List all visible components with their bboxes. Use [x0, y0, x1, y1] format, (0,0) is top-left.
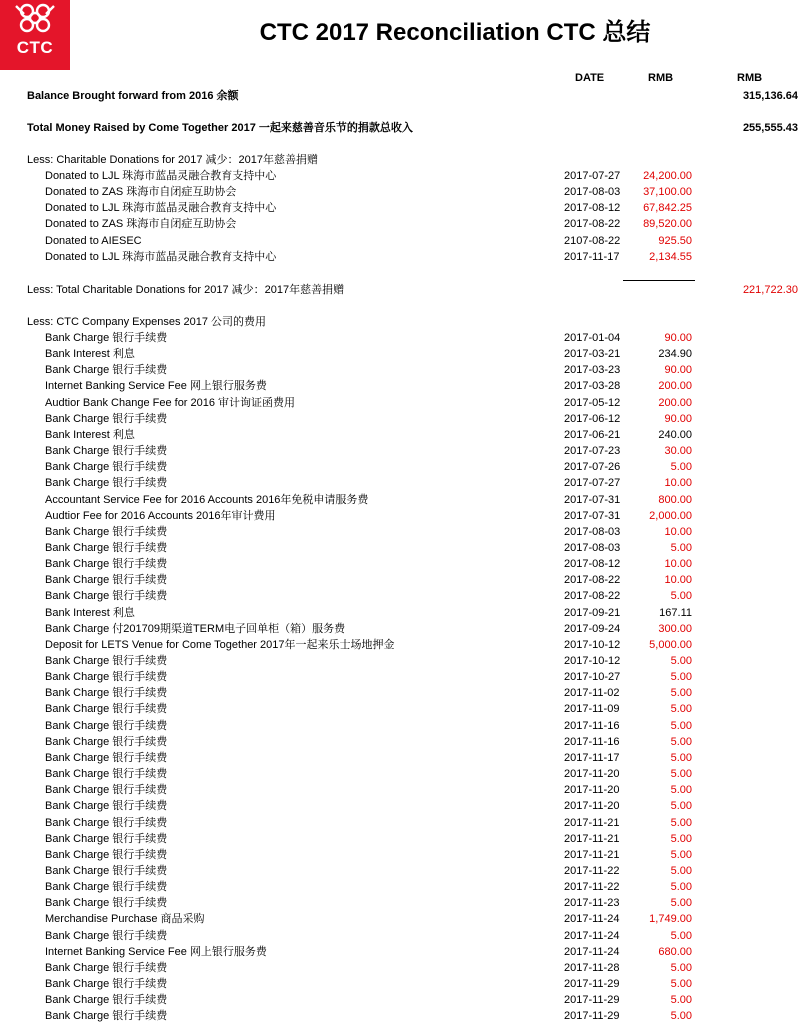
- expense-description: Bank Charge 银行手续费: [45, 735, 168, 748]
- expense-description: Accountant Service Fee for 2016 Accounts 2016年免税申请服务费: [45, 493, 369, 506]
- expense-description: Bank Charge 银行手续费: [45, 800, 168, 813]
- expense-date: 2017-08-12: [564, 558, 621, 571]
- expense-amount: 5.00: [670, 897, 692, 910]
- expense-amount: 10.00: [664, 558, 692, 571]
- expense-description: Bank Charge 银行手续费: [45, 719, 168, 732]
- expense-row: [0, 992, 800, 1008]
- expense-amount: 5.00: [670, 961, 692, 974]
- expense-amount: 10.00: [664, 525, 692, 538]
- expense-date: 2017-11-02: [564, 687, 620, 700]
- expense-date: 2017-07-31: [564, 493, 621, 506]
- expense-row: [0, 508, 800, 524]
- expense-date: 2017-11-22: [564, 881, 620, 894]
- expense-date: 2017-11-20: [564, 768, 620, 781]
- expense-description: Deposit for LETS Venue for Come Together 2017年一起来乐士场地押金: [45, 638, 395, 651]
- expense-description: Bank Charge 银行手续费: [45, 461, 168, 474]
- expense-row: [0, 782, 800, 798]
- expense-description: Bank Charge 银行手续费: [45, 994, 168, 1007]
- expense-description: Bank Charge 银行手续费: [45, 541, 168, 554]
- expense-row: [0, 378, 800, 394]
- donations-heading: Less: Charitable Donations for 2017 减少：2017年慈善捐赠: [27, 154, 319, 166]
- expense-date: 2017-03-23: [564, 364, 621, 377]
- expense-date: 2017-10-12: [564, 655, 621, 667]
- expense-amount: 300.00: [658, 622, 692, 635]
- expense-description: Bank Charge 银行手续费: [45, 558, 168, 571]
- donation-row: [0, 249, 800, 265]
- expense-amount: 5.00: [670, 929, 692, 942]
- balance-label: Balance Brought forward from 2016 余额: [27, 90, 239, 102]
- expense-description: Bank Charge 银行手续费: [45, 864, 168, 877]
- donation-amount: 24,200.00: [643, 170, 692, 182]
- expense-description: Internet Banking Service Fee 网上银行服务费: [45, 380, 267, 393]
- expense-row: [0, 944, 800, 960]
- expense-row: [0, 395, 800, 411]
- expense-date: 2017-11-28: [564, 961, 620, 974]
- expense-description: Bank Charge 银行手续费: [45, 574, 168, 587]
- expense-row: [0, 928, 800, 944]
- expense-date: 2017-08-03: [564, 541, 621, 554]
- expense-date: 2017-06-12: [564, 412, 621, 425]
- expense-amount: 680.00: [658, 945, 692, 958]
- expense-description: Bank Charge 付201709期渠道TERM电子回单柜（箱）服务费: [45, 622, 346, 635]
- expense-amount: 2,000.00: [649, 509, 692, 522]
- expense-amount: 90.00: [664, 332, 692, 344]
- donations-total-amount: 221,722.30: [742, 284, 798, 296]
- expense-date: 2017-11-09: [564, 703, 620, 716]
- expense-row: [0, 701, 800, 717]
- expense-description: Bank Charge 银行手续费: [45, 751, 168, 764]
- expense-description: Bank Interest 利息: [45, 606, 135, 619]
- rmb-total-column-header: RMB: [737, 72, 763, 84]
- expense-row: [0, 895, 800, 911]
- donation-description: Donated to LJL 珠海市蓝晶灵融合教育支持中心: [45, 170, 277, 182]
- expense-description: Bank Charge 银行手续费: [45, 784, 168, 797]
- expense-row: [0, 831, 800, 847]
- expense-description: Bank Charge 银行手续费: [45, 816, 168, 829]
- expense-amount: 5.00: [670, 671, 692, 684]
- donations-total-label: Less: Total Charitable Donations for 2017 减少：2017年慈善捐赠: [27, 284, 345, 296]
- expense-row: [0, 798, 800, 814]
- logo-text: CTC: [16, 38, 54, 57]
- expense-row: [0, 669, 800, 685]
- donation-row: [0, 184, 800, 200]
- expense-date: 2017-08-03: [564, 525, 621, 538]
- expense-description: Merchandise Purchase 商品采购: [45, 913, 205, 926]
- expense-row: [0, 863, 800, 879]
- expense-date: 2017-11-16: [564, 735, 620, 748]
- expense-amount: 5.00: [670, 590, 692, 603]
- donation-amount: 37,100.00: [643, 186, 692, 199]
- expense-amount: 5.00: [670, 541, 692, 554]
- expense-description: Bank Charge 银行手续费: [45, 1010, 168, 1023]
- expense-row: [0, 960, 800, 976]
- expense-row: [0, 685, 800, 701]
- expense-date: 2017-07-23: [564, 445, 621, 458]
- expense-row: [0, 362, 800, 378]
- expense-row: [0, 637, 800, 653]
- donation-description: Donated to ZAS 珠海市自闭症互助协会: [45, 218, 237, 231]
- expense-amount: 5.00: [670, 655, 692, 667]
- expense-date: 2017-06-21: [564, 428, 621, 441]
- expense-description: Bank Charge 银行手续费: [45, 364, 168, 377]
- expense-row: [0, 330, 800, 346]
- expense-amount: 5.00: [670, 978, 692, 990]
- donation-amount: 67,842.25: [643, 202, 692, 215]
- expense-amount: 5.00: [670, 784, 692, 797]
- expense-date: 2017-07-31: [564, 509, 621, 522]
- expense-date: 2017-11-24: [564, 945, 620, 958]
- expense-description: Bank Charge 银行手续费: [45, 445, 168, 458]
- expense-description: Bank Charge 银行手续费: [45, 961, 168, 974]
- expense-amount: 200.00: [658, 380, 692, 393]
- expense-row: [0, 459, 800, 475]
- expense-amount: 5.00: [670, 687, 692, 700]
- expense-amount: 90.00: [664, 412, 692, 425]
- expense-date: 2017-11-21: [564, 816, 620, 829]
- expense-description: Bank Charge 银行手续费: [45, 477, 168, 490]
- expense-description: Internet Banking Service Fee 网上银行服务费: [45, 945, 267, 958]
- expense-amount: 5.00: [670, 881, 692, 894]
- donation-amount: 89,520.00: [643, 218, 692, 231]
- expense-description: Bank Charge 银行手续费: [45, 412, 168, 425]
- donation-description: Donated to AIESEC: [45, 234, 142, 247]
- expense-description: Bank Charge 银行手续费: [45, 332, 168, 344]
- expense-date: 2017-07-26: [564, 461, 621, 474]
- expense-amount: 5.00: [670, 816, 692, 829]
- donation-date: 2017-08-22: [564, 218, 621, 231]
- expense-date: 2017-08-22: [564, 590, 621, 603]
- expense-row: [0, 411, 800, 427]
- donation-description: Donated to LJL 珠海市蓝晶灵融合教育支持中心: [45, 202, 277, 215]
- expense-description: Bank Charge 银行手续费: [45, 978, 168, 990]
- expense-amount: 234.90: [658, 348, 692, 361]
- expense-description: Bank Interest 利息: [45, 428, 135, 441]
- donation-description: Donated to LJL 珠海市蓝晶灵融合教育支持中心: [45, 250, 277, 263]
- expense-date: 2017-11-21: [564, 848, 620, 861]
- donation-row: [0, 233, 800, 249]
- expense-row: [0, 540, 800, 556]
- expense-amount: 5.00: [670, 768, 692, 781]
- expense-row: [0, 911, 800, 927]
- date-column-header: DATE: [575, 72, 605, 84]
- expense-date: 2017-07-27: [564, 477, 621, 490]
- donation-date: 2017-07-27: [564, 170, 621, 182]
- expense-amount: 5.00: [670, 832, 692, 845]
- expense-amount: 5.00: [670, 848, 692, 861]
- raised-amount: 255,555.43: [742, 122, 798, 134]
- expense-row: [0, 475, 800, 491]
- expense-amount: 10.00: [664, 477, 692, 490]
- expense-date: 2017-03-28: [564, 380, 621, 393]
- expense-date: 2017-11-24: [564, 929, 620, 942]
- expense-amount: 30.00: [664, 445, 692, 458]
- expense-description: Bank Charge 银行手续费: [45, 687, 168, 700]
- expense-row: [0, 734, 800, 750]
- expense-amount: 5.00: [670, 994, 692, 1007]
- donation-date: 2017-08-03: [564, 186, 621, 199]
- expense-row: [0, 815, 800, 831]
- expenses-heading: Less: CTC Company Expenses 2017 公司的费用: [27, 316, 267, 328]
- expense-date: 2017-10-27: [564, 671, 621, 684]
- expense-row: [0, 556, 800, 572]
- expense-date: 2017-11-24: [564, 913, 620, 926]
- expense-description: Bank Interest 利息: [45, 348, 135, 361]
- expense-date: 2017-11-29: [564, 994, 620, 1007]
- donation-date: 2017-11-17: [564, 250, 620, 263]
- expense-date: 2017-11-20: [564, 784, 620, 797]
- expense-description: Bank Charge 银行手续费: [45, 671, 168, 684]
- donation-date: 2017-08-12: [564, 202, 621, 215]
- expense-date: 2017-11-16: [564, 719, 620, 732]
- expense-amount: 5.00: [670, 735, 692, 748]
- expense-row: [0, 427, 800, 443]
- expense-amount: 167.11: [659, 606, 692, 619]
- expense-row: [0, 524, 800, 540]
- expense-row: [0, 492, 800, 508]
- donation-row: [0, 168, 800, 184]
- expense-date: 2017-11-17: [564, 751, 620, 764]
- expense-row: [0, 605, 800, 621]
- expense-amount: 200.00: [658, 396, 692, 409]
- expense-row: [0, 766, 800, 782]
- expense-date: 2017-11-23: [564, 897, 620, 910]
- expense-description: Audtior Bank Change Fee for 2016 审计询证函费用: [45, 396, 296, 409]
- expense-amount: 5.00: [670, 864, 692, 877]
- expense-description: Bank Charge 银行手续费: [45, 590, 168, 603]
- expense-row: [0, 346, 800, 362]
- expense-amount: 5.00: [670, 800, 692, 813]
- expense-row: [0, 718, 800, 734]
- donation-row: [0, 216, 800, 232]
- expense-description: Bank Charge 银行手续费: [45, 897, 168, 910]
- expense-date: 2017-08-22: [564, 574, 621, 587]
- expense-row: [0, 443, 800, 459]
- donation-date: 2107-08-22: [564, 234, 621, 247]
- expense-date: 2017-05-12: [564, 396, 621, 409]
- expense-row: [0, 1008, 800, 1024]
- expense-description: Bank Charge 银行手续费: [45, 832, 168, 845]
- expense-amount: 800.00: [658, 493, 692, 506]
- expense-row: [0, 750, 800, 766]
- expense-row: [0, 588, 800, 604]
- expense-description: Bank Charge 银行手续费: [45, 768, 168, 781]
- expense-date: 2017-11-22: [564, 864, 620, 877]
- expense-date: 2017-11-21: [564, 832, 620, 845]
- donation-amount: 925.50: [658, 234, 692, 247]
- page-title: CTC 2017 Reconciliation CTC 总结: [259, 19, 651, 46]
- expense-date: 2017-11-20: [564, 800, 620, 813]
- expense-date: 2017-10-12: [564, 638, 621, 651]
- expense-row: [0, 621, 800, 637]
- expense-date: 2017-03-21: [564, 348, 621, 361]
- expense-amount: 5,000.00: [649, 638, 692, 651]
- expense-amount: 5.00: [670, 751, 692, 764]
- expense-row: [0, 653, 800, 669]
- balance-amount: 315,136.64: [742, 90, 798, 102]
- expense-date: 2017-11-29: [564, 978, 620, 990]
- raised-label: Total Money Raised by Come Together 2017 一起来慈善音乐节的捐款总收入: [27, 122, 413, 134]
- expense-date: 2017-01-04: [564, 332, 621, 344]
- expense-row: [0, 847, 800, 863]
- expense-description: Bank Charge 银行手续费: [45, 703, 168, 716]
- donation-description: Donated to ZAS 珠海市自闭症互助协会: [45, 186, 237, 199]
- expense-amount: 5.00: [670, 719, 692, 732]
- expense-row: [0, 572, 800, 588]
- expense-row: [0, 976, 800, 992]
- expense-amount: 90.00: [664, 364, 692, 377]
- expense-description: Bank Charge 银行手续费: [45, 525, 168, 538]
- expense-date: 2017-11-29: [564, 1010, 620, 1023]
- expense-date: 2017-09-24: [564, 622, 621, 635]
- expense-description: Audtior Fee for 2016 Accounts 2016年审计费用: [45, 509, 276, 522]
- rmb-column-header: RMB: [648, 72, 674, 84]
- expense-amount: 5.00: [670, 1010, 692, 1023]
- expense-description: Bank Charge 银行手续费: [45, 881, 168, 894]
- donation-amount: 2,134.55: [649, 250, 692, 263]
- expense-amount: 5.00: [670, 461, 692, 474]
- expense-description: Bank Charge 银行手续费: [45, 929, 168, 942]
- expense-amount: 5.00: [670, 703, 692, 716]
- donation-row: [0, 200, 800, 216]
- expense-description: Bank Charge 银行手续费: [45, 848, 168, 861]
- expense-row: [0, 879, 800, 895]
- expense-amount: 1,749.00: [649, 913, 692, 926]
- expense-date: 2017-09-21: [564, 606, 621, 619]
- expense-amount: 240.00: [658, 428, 692, 441]
- expense-description: Bank Charge 银行手续费: [45, 655, 168, 667]
- expense-amount: 10.00: [664, 574, 692, 587]
